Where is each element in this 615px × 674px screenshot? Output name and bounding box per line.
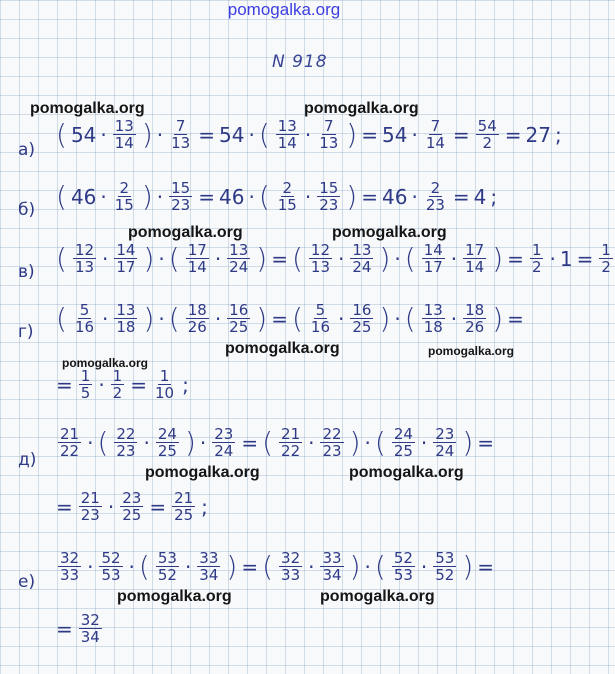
term: ·	[420, 430, 428, 455]
term: =	[504, 122, 522, 147]
term: ·	[308, 430, 315, 455]
term: =	[149, 494, 167, 519]
term: 54	[219, 122, 245, 147]
term: ·	[338, 306, 345, 331]
fraction: 24 25	[393, 425, 413, 460]
paren: )	[141, 180, 153, 213]
paren: )	[184, 426, 196, 459]
fraction: 22 23	[116, 425, 136, 460]
fraction: 52 53	[101, 549, 121, 584]
term: ·	[199, 430, 207, 455]
term: 4	[473, 184, 487, 209]
fraction: 13 14	[114, 117, 134, 152]
term: =	[198, 122, 215, 147]
paren: (	[258, 180, 270, 213]
fraction: 13 24	[229, 241, 249, 276]
paren: )	[256, 242, 268, 275]
paren: (	[374, 550, 386, 583]
term: ·	[304, 122, 312, 147]
site-header[interactable]: pomogalka.org	[227, 0, 341, 19]
fraction: $\frac{1}{2}$	[531, 241, 542, 276]
expression-continuation	[56, 612, 104, 645]
term: ·	[248, 122, 255, 147]
item-label: в)	[18, 262, 35, 282]
fraction: 21 22	[281, 425, 301, 460]
term: ·	[158, 306, 165, 331]
fraction: 2 15	[114, 179, 134, 214]
paren: )	[349, 550, 361, 583]
semicolon: ;	[182, 372, 189, 397]
paren: (	[262, 550, 274, 583]
expression-continuation	[56, 368, 189, 401]
fraction: 32 33	[60, 549, 80, 584]
fraction: 16 25	[352, 301, 372, 336]
term: ·	[304, 184, 312, 209]
paren: )	[462, 426, 474, 459]
term: =	[477, 554, 495, 579]
paren: )	[462, 550, 474, 583]
fraction: 18 26	[465, 301, 485, 336]
paren: (	[56, 180, 67, 213]
term: ·	[411, 122, 418, 147]
paren: (	[374, 426, 386, 459]
fraction: 13 24	[352, 241, 372, 276]
fraction: $\frac{1}{10}$	[154, 367, 175, 402]
watermark: pomogalka.org	[320, 588, 435, 605]
fraction: 2 15	[277, 179, 297, 214]
term: 27	[525, 122, 551, 147]
fraction: $\frac{23}{25}$	[122, 489, 142, 524]
fraction: 13 14	[277, 117, 297, 152]
item-label: е)	[18, 572, 36, 592]
term: ·	[156, 184, 164, 209]
term: ·	[411, 184, 418, 209]
paren: )	[226, 550, 238, 583]
fraction: $\frac{32}{34}$	[80, 611, 100, 646]
item-label: г)	[18, 322, 34, 342]
item-label: б)	[18, 200, 36, 220]
fraction: 16 25	[229, 301, 249, 336]
paren: )	[256, 302, 268, 335]
term: ·	[364, 554, 371, 579]
fraction: 13 18	[116, 301, 136, 336]
expression-line	[56, 550, 494, 583]
fraction: 33 34	[199, 549, 219, 584]
fraction: 23 24	[435, 425, 455, 460]
paren: (	[404, 302, 416, 335]
problem-number: N 918	[272, 52, 328, 72]
watermark: pomogalka.org	[117, 588, 232, 605]
watermark: pomogalka.org	[62, 356, 149, 370]
term: ·	[338, 246, 345, 271]
expression-line	[56, 118, 562, 151]
paren: (	[168, 302, 180, 335]
term: =	[477, 430, 495, 455]
paren: (	[56, 242, 67, 275]
term: 46	[70, 184, 97, 209]
fraction: 15 23	[319, 179, 339, 214]
paren: )	[492, 302, 504, 335]
term: ·	[100, 122, 107, 147]
fraction: $\frac{1}{2}$	[112, 367, 123, 402]
term: ·	[107, 494, 115, 519]
term: ·	[450, 306, 458, 331]
term: ·	[394, 246, 401, 271]
paren: )	[141, 118, 153, 151]
term: =	[198, 184, 215, 209]
paren: (	[258, 118, 270, 151]
term: ·	[100, 184, 107, 209]
fraction: $\frac{7}{13}$	[171, 117, 191, 152]
paren: (	[404, 242, 416, 275]
fraction: 14 17	[423, 241, 443, 276]
fraction: 53 52	[157, 549, 177, 584]
term: 54	[382, 122, 408, 147]
term: ·	[420, 554, 428, 579]
item-label: а)	[18, 140, 36, 160]
paren: )	[349, 426, 361, 459]
term: =	[56, 372, 73, 397]
paren: (	[138, 550, 150, 583]
fraction: 32 33	[281, 549, 301, 584]
term: ·	[184, 554, 192, 579]
term: ·	[364, 430, 371, 455]
paren: (	[262, 426, 274, 459]
expression-line	[56, 302, 524, 335]
term: ·	[87, 430, 94, 455]
paren: )	[492, 242, 504, 275]
paren: (	[291, 302, 303, 335]
term: ·	[214, 306, 222, 331]
expression-continuation	[56, 490, 208, 523]
term: ·	[158, 246, 165, 271]
paren: (	[56, 302, 67, 335]
fraction: $\frac{54}{2}$	[477, 117, 497, 152]
term: =	[361, 184, 378, 209]
term: ·	[128, 554, 135, 579]
semicolon: ;	[554, 122, 562, 147]
fraction: 24 25	[157, 425, 177, 460]
term: =	[241, 430, 259, 455]
fraction: $\frac{1}{2}$	[601, 241, 611, 276]
term: ·	[102, 246, 109, 271]
term: =	[130, 372, 147, 397]
fraction: 12 13	[310, 241, 330, 276]
watermark: pomogalka.org	[30, 100, 145, 117]
fraction: 17 14	[465, 241, 485, 276]
fraction: 53 52	[435, 549, 455, 584]
term: =	[507, 306, 524, 331]
fraction: $\frac{7}{14}$	[425, 117, 445, 152]
term: 46	[219, 184, 245, 209]
term: ·	[308, 554, 315, 579]
term: =	[361, 122, 378, 147]
paren: )	[143, 302, 155, 335]
term: 1	[559, 246, 573, 271]
fraction: 18 26	[187, 301, 207, 336]
fraction: $\frac{2}{23}$	[425, 179, 445, 214]
term: =	[56, 494, 73, 519]
term: ·	[450, 246, 458, 271]
fraction: 17 14	[187, 241, 207, 276]
fraction: 14 17	[116, 241, 136, 276]
fraction: $\frac{23}{24}$	[214, 425, 234, 460]
fraction: 22 23	[322, 425, 342, 460]
watermark: pomogalka.org	[349, 464, 464, 481]
term: =	[56, 616, 73, 641]
term: =	[241, 554, 259, 579]
term: =	[452, 184, 470, 209]
paren: (	[56, 118, 67, 151]
term: =	[271, 246, 288, 271]
paren: )	[346, 180, 358, 213]
term: ·	[214, 246, 222, 271]
term: =	[507, 246, 524, 271]
expression-line	[56, 426, 494, 459]
term: ·	[102, 306, 109, 331]
fraction: 52 53	[393, 549, 413, 584]
semicolon: ;	[490, 184, 498, 209]
fraction: 5 16	[74, 301, 95, 336]
fraction: 7 13	[319, 117, 339, 152]
fraction: 5 16	[310, 301, 330, 336]
watermark: pomogalka.org	[145, 464, 260, 481]
paren: (	[168, 242, 180, 275]
fraction: $\frac{15}{23}$	[171, 179, 191, 214]
term: =	[452, 122, 470, 147]
paren: (	[291, 242, 303, 275]
watermark: pomogalka.org	[428, 344, 515, 358]
fraction: 33 34	[322, 549, 342, 584]
watermark: pomogalka.org	[332, 224, 447, 241]
fraction: 21 22	[60, 425, 80, 460]
paren: )	[379, 242, 391, 275]
fraction: $\frac{21}{23}$	[80, 489, 100, 524]
paren: )	[346, 118, 358, 151]
paren: (	[97, 426, 109, 459]
term: ·	[87, 554, 94, 579]
watermark: pomogalka.org	[225, 340, 340, 357]
watermark: pomogalka.org	[304, 100, 419, 117]
fraction: $\frac{21}{25}$	[174, 489, 194, 524]
term: ·	[143, 430, 150, 455]
item-label: д)	[18, 450, 37, 470]
expression-line	[56, 180, 497, 213]
watermark: pomogalka.org	[128, 224, 243, 241]
term: ·	[248, 184, 255, 209]
fraction: 12 13	[74, 241, 95, 276]
term: ·	[394, 306, 401, 331]
paren: )	[379, 302, 391, 335]
term: ·	[156, 122, 164, 147]
term: =	[576, 246, 594, 271]
term: =	[271, 306, 288, 331]
term: ·	[98, 372, 105, 397]
term: 46	[382, 184, 408, 209]
fraction: 13 18	[423, 301, 443, 336]
term: ·	[549, 246, 556, 271]
fraction: $\frac{1}{5}$	[80, 367, 91, 402]
paren: )	[143, 242, 155, 275]
expression-line	[56, 242, 615, 275]
term: 54	[70, 122, 97, 147]
semicolon: ;	[201, 494, 208, 519]
